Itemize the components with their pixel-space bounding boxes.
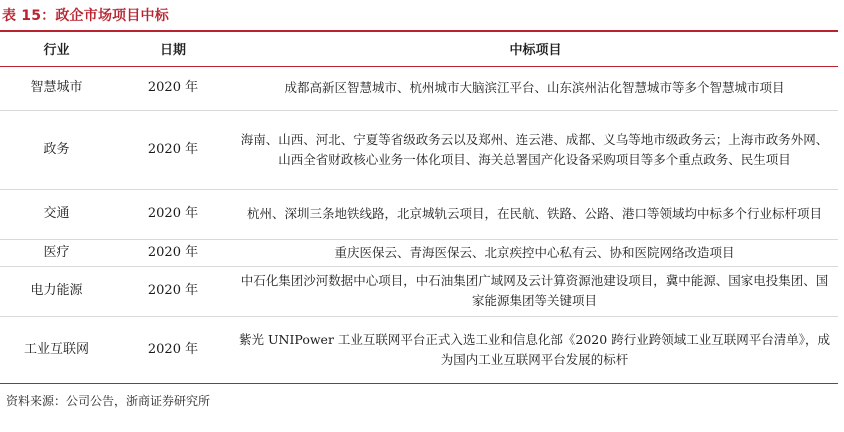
project-cell: 海南、山西、河北、宁夏等省级政务云以及郑州、连云港、成都、义乌等地市级政务云；上海市政务外网、山西全省财政核心业务一体化项目、海关总署国产化设备采购项目等多个重点政务、民生项目	[233, 110, 838, 189]
source-note: 资料来源：公司公告，浙商证券研究所	[6, 394, 211, 408]
date-cell: 2020 年	[113, 266, 233, 316]
date-cell: 2020 年	[113, 66, 233, 110]
industry-cell: 电力能源	[0, 266, 113, 316]
table-header-row	[0, 32, 838, 66]
header-project: 中标项目	[233, 32, 838, 66]
date-cell: 2020 年	[113, 110, 233, 189]
industry-cell: 智慧城市	[0, 66, 113, 110]
date-cell: 2020 年	[113, 239, 233, 266]
table-title: 表 15：政企市场项目中标	[2, 8, 169, 24]
industry-cell: 医疗	[0, 239, 113, 266]
project-cell: 中石化集团沙河数据中心项目，中石油集团广域网及云计算资源池建设项目，冀中能源、国家电投集团、国家能源集团等关键项目	[233, 266, 838, 316]
industry-cell: 交通	[0, 189, 113, 239]
table-row	[0, 266, 838, 316]
date-cell: 2020 年	[113, 189, 233, 239]
project-cell: 重庆医保云、青海医保云、北京疾控中心私有云、协和医院网络改造项目	[233, 239, 838, 266]
table-row	[0, 316, 838, 383]
header-industry: 行业	[0, 32, 113, 66]
table-row	[0, 66, 838, 110]
table-row	[0, 239, 838, 266]
project-cell: 杭州、深圳三条地铁线路，北京城轨云项目，在民航、铁路、公路、港口等领域均中标多个行业标杆项目	[233, 189, 838, 239]
table-row	[0, 110, 838, 189]
project-cell: 紫光 UNIPower 工业互联网平台正式入选工业和信息化部《2020 跨行业跨领域工业互联网平台清单》，成为国内工业互联网平台发展的标杆	[233, 316, 838, 383]
project-cell: 成都高新区智慧城市、杭州城市大脑滨江平台、山东滨州沾化智慧城市等多个智慧城市项目	[233, 66, 838, 110]
industry-cell: 工业互联网	[0, 316, 113, 383]
bid-projects-table	[0, 32, 838, 384]
table-row	[0, 189, 838, 239]
date-cell: 2020 年	[113, 316, 233, 383]
header-date: 日期	[113, 32, 233, 66]
industry-cell: 政务	[0, 110, 113, 189]
